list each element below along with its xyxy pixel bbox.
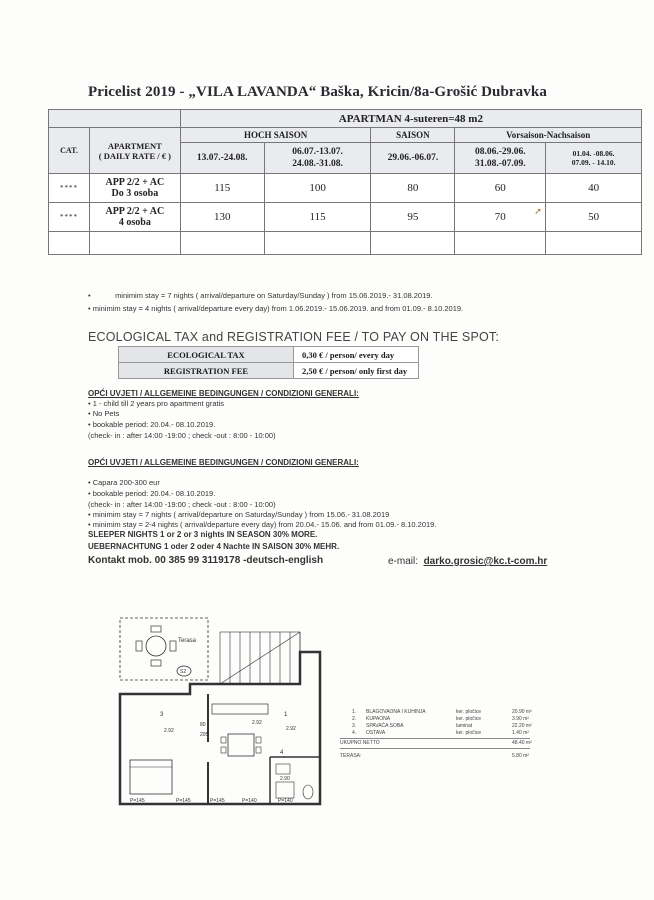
eco-table — [118, 346, 419, 379]
eco-row — [119, 347, 419, 363]
legend-terasa-area: 5.80 m² — [512, 753, 529, 759]
height-label: 2.92 — [286, 726, 296, 732]
dining-table — [228, 734, 254, 756]
eco-value: 2,50 € / person/ only first day — [294, 363, 419, 379]
surcharge-line: SLEEPER NIGHTS 1 or 2 or 3 nights IN SEASON 30% MORE. — [88, 530, 318, 539]
height-label: 2.92 — [252, 720, 262, 726]
legend-divider — [340, 748, 530, 749]
price-cell — [534, 203, 642, 232]
apartment-name — [89, 203, 180, 232]
apartment-col-header — [89, 128, 180, 174]
apartment-header: APARTMAN 4-suteren=48 m2 — [180, 110, 641, 128]
date-line: 01.04. -08.06. — [572, 149, 615, 158]
legend-num: 4. — [352, 730, 357, 736]
eco-label: REGISTRATION FEE — [119, 363, 294, 379]
window-label: P=145 — [130, 798, 145, 804]
conditions-title: OPĆI UVJETI / ALLGEMEINE BEDINGUNGEN / CONDIZIONI GENERALI: — [88, 458, 359, 467]
condition-line: • Capara 200-300 eur — [88, 478, 160, 487]
price-cell: 70 — [455, 203, 546, 232]
width-label: 80 — [200, 722, 206, 728]
apartment-name — [89, 174, 180, 203]
condition-line: • minimim stay = 2-4 nights ( arrival/departure every day) from 20.04.- 15.06. and from 01.09.- 8.10.2019. — [88, 520, 437, 529]
price-cell: 100 — [264, 174, 371, 203]
daily-rate-label: ( DAILY RATE / € ) — [98, 150, 171, 161]
legend-terasa-label: TERASA: — [340, 753, 362, 759]
date-line: 24.08.-31.08. — [292, 159, 343, 169]
apartment-capacity: Do 3 osoba — [111, 188, 159, 199]
legend-area: 1.40 m² — [512, 730, 529, 736]
bed — [130, 760, 172, 794]
pin-mark-icon: ➚ — [534, 206, 542, 216]
eco-value: 0,30 € / person/ every day — [294, 347, 419, 363]
toilet — [303, 785, 313, 799]
condition-line: • No Pets — [88, 409, 120, 418]
email-label: e-mail: — [388, 556, 419, 567]
note-line: • minimim stay = 4 nights ( arrival/departure every day) from 1.06.2019.- 15.06.2019. and from 01.09.- 8.10.2019. — [88, 304, 464, 313]
date-line: 29.06.-06.07. — [387, 153, 439, 163]
legend-num: 2. — [352, 716, 357, 722]
s2-label: S2 — [180, 669, 187, 675]
table-row — [49, 232, 642, 255]
legend-total-area: 48.40 m² — [512, 740, 532, 746]
date-col-2 — [264, 143, 371, 174]
terrace-outline — [120, 618, 208, 680]
chair — [151, 626, 161, 632]
price-cell: 60 — [455, 174, 546, 203]
chair — [170, 641, 176, 651]
page-title: Pricelist 2019 - „VILA LAVANDA“ Baška, Kricin/8a-Grošić Dubravka — [88, 84, 547, 100]
width-label: 205 — [200, 732, 209, 738]
category-stars: **** — [49, 203, 90, 232]
date-col-3 — [371, 143, 455, 174]
legend-num: 3. — [352, 723, 357, 729]
legend-area: 3.90 m² — [512, 716, 529, 722]
season-saison: SAISON — [371, 128, 455, 143]
cat-header: CAT. — [49, 128, 90, 174]
date-line: 06.07.-13.07. — [292, 147, 343, 157]
chair — [151, 660, 161, 666]
legend-name: SPAVAĆA SOBA — [366, 723, 404, 729]
legend-name: OSTAVA — [366, 730, 386, 736]
price-cell: 115 — [180, 174, 264, 203]
height-label: 2.92 — [164, 728, 174, 734]
condition-line: (check- in : after 14:00 -19:00 ; check -out : 8:00 - 10:00) — [88, 500, 276, 509]
condition-line: • bookable period: 20.04.- 08.10.2019. — [88, 489, 216, 498]
window-label: P=145 — [176, 798, 191, 804]
condition-line: • minimim stay = 7 nights ( arrival/departure on Saturday/Sunday ) from 15.06.- 31.08.2019 — [88, 510, 390, 519]
plan-labels — [130, 638, 296, 804]
date-line: 31.08.-07.09. — [474, 159, 526, 169]
eco-label: ECOLOGICAL TAX — [119, 347, 294, 363]
room-number: 4 — [280, 750, 284, 756]
price-value: 50 — [588, 211, 600, 223]
window-label: P=145 — [210, 798, 225, 804]
legend-floor: laminat — [456, 723, 473, 729]
legend-name: BLAGOVAONA I KUHINJA — [366, 709, 426, 715]
kitchen-counter — [212, 704, 268, 714]
chair — [136, 641, 142, 651]
conditions-title: OPĆI UVJETI / ALLGEMEINE BEDINGUNGEN / CONDIZIONI GENERALI: — [88, 389, 359, 398]
apartment-label: APARTMENT — [107, 140, 162, 151]
note-text: minimim stay = 4 nights ( arrival/departure every day) from 1.06.2019.- 15.06.2019. and from 01.09.- 8.10.2019. — [92, 304, 464, 313]
legend-area: 20.90 m² — [512, 709, 532, 715]
price-cell: 40 — [546, 174, 642, 203]
legend-floor: ker. pločice — [456, 730, 482, 736]
window-label: P=140 — [242, 798, 257, 804]
legend-total-row — [340, 738, 654, 748]
condition-line: • 1 - child till 2 years pro apartment gratis — [88, 399, 225, 408]
apartment-type: APP 2/2 + AC — [105, 177, 165, 188]
date-line: 13.07.-24.08. — [196, 153, 248, 163]
price-cell: 130 — [180, 203, 264, 232]
room-number: 3 — [160, 712, 164, 718]
category-stars: **** — [49, 174, 90, 203]
legend-floor: ker. pločice — [456, 709, 482, 715]
price-table — [48, 109, 642, 255]
legend-num: 1. — [352, 709, 357, 715]
price-cell: 95 — [371, 203, 455, 232]
sink — [276, 764, 290, 774]
table-row — [49, 203, 642, 232]
date-line: 07.09. - 14.10. — [571, 158, 616, 167]
date-col-1 — [180, 143, 264, 174]
floor-plan — [100, 612, 340, 812]
season-vorsaison: Vorsaison-Nachsaison — [455, 128, 642, 143]
date-line: 08.06.-29.06. — [474, 147, 526, 157]
contact-phone: Kontakt mob. 00 385 99 3119178 -deutsch-english — [88, 555, 324, 566]
condition-line: • bookable period: 20.04.- 08.10.2019. — [88, 420, 216, 429]
price-cell: 115 — [264, 203, 371, 232]
shower — [276, 782, 294, 798]
eco-title: ECOLOGICAL TAX and REGISTRATION FEE / TO PAY ON THE SPOT: — [88, 330, 500, 344]
note-line: • minimim stay = 7 nights ( arrival/departure on Saturday/Sunday ) from 15.06.2019.- 31.08.2019. — [88, 291, 433, 300]
price-cell: 80 — [371, 174, 455, 203]
note-text: minimim stay = 7 nights ( arrival/departure on Saturday/Sunday ) from 15.06.2019.- 31.08.2019. — [115, 291, 433, 300]
table-row — [49, 174, 642, 203]
email-link[interactable]: darko.grosic@kc.t-com.hr — [423, 556, 548, 567]
legend-total-label: UKUPNO NETTO — [340, 740, 380, 746]
legend-row — [352, 728, 654, 738]
height-label: 2.90 — [280, 776, 290, 782]
terrace-table — [146, 636, 166, 656]
legend-floor: ker. pločice — [456, 716, 482, 722]
window-label: P=140 — [278, 798, 293, 804]
season-hoch: HOCH SAISON — [180, 128, 371, 143]
apartment-capacity: 4 osoba — [118, 217, 151, 228]
staircase — [220, 632, 300, 684]
contact-email-block — [388, 556, 547, 567]
legend-name: KUPAONA — [366, 716, 391, 722]
date-col-4 — [455, 143, 546, 174]
terasa-label: Terasa — [178, 638, 197, 644]
date-col-5 — [546, 143, 642, 174]
apartment-type: APP 2/2 + AC — [105, 206, 165, 217]
surcharge-line: UEBERNACHTUNG 1 oder 2 oder 4 Nachte IN SAISON 30% MEHR. — [88, 542, 340, 551]
eco-row — [119, 363, 419, 379]
legend-area: 22.20 m² — [512, 723, 532, 729]
room-number: 1 — [284, 712, 288, 718]
legend-terasa-row — [340, 751, 654, 761]
condition-line: (check- in : after 14:00 -19:00 ; check -out : 8:00 - 10:00) — [88, 431, 276, 440]
